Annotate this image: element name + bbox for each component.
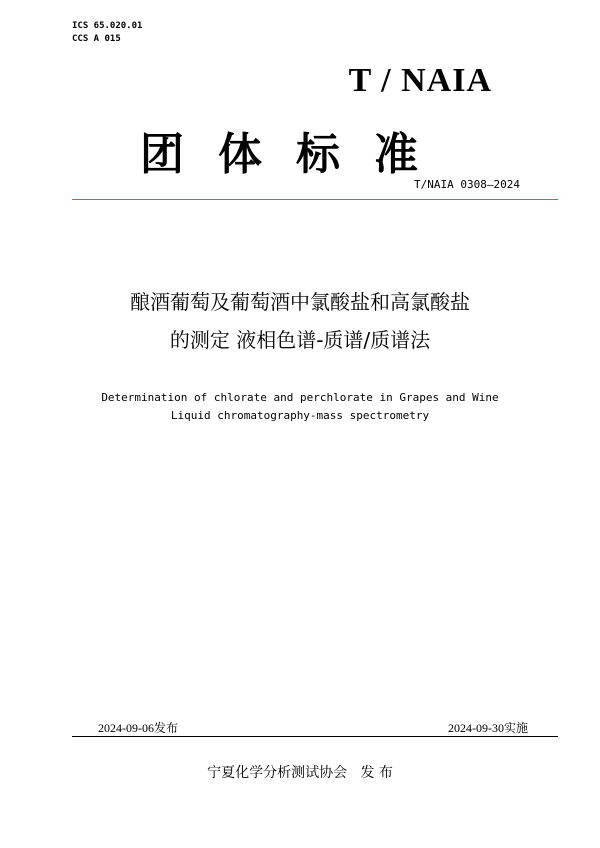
title-en-line2: Liquid chromatography-mass spectrometry <box>170 409 430 422</box>
document-type: 团体标准 <box>140 129 452 180</box>
publish-date: 2024-09-06发布 <box>98 721 178 735</box>
title-cn-line1: 酿酒葡萄及葡萄酒中氯酸盐和高氯酸盐 <box>130 290 470 314</box>
header-divider <box>72 199 558 200</box>
implement-date: 2024-09-30实施 <box>448 721 528 735</box>
title-cn-line2: 的测定 液相色谱-质谱/质谱法 <box>169 328 431 352</box>
issuer: 宁夏化学分析测试协会 发 布 <box>207 765 393 781</box>
title-en-line1: Determination of chlorate and perchlorate in Grapes and Wine <box>101 391 499 404</box>
ccs-code: CCS A 015 <box>72 34 121 44</box>
ics-code: ICS 65.020.01 <box>72 21 143 31</box>
standard-number: T/NAIA 0308—2024 <box>414 178 520 191</box>
classification-codes <box>72 20 142 46</box>
footer-divider <box>72 736 558 737</box>
standard-brand: T / NAIA <box>348 62 492 99</box>
